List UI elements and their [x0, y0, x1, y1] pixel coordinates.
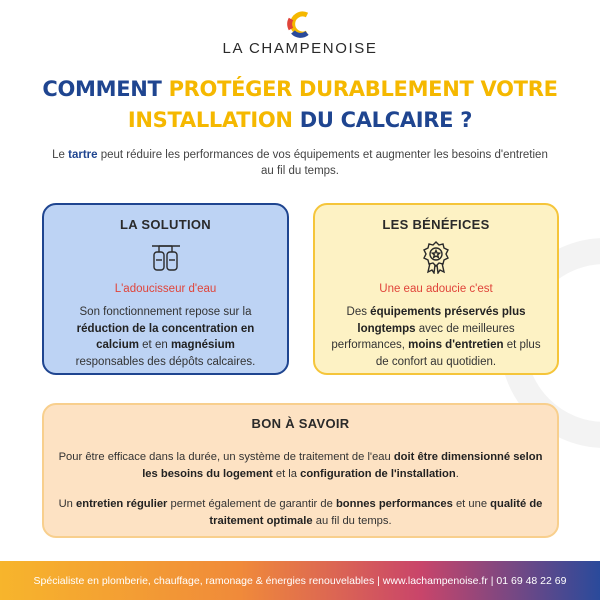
solution-text-3: responsables des dépôts calcaires.: [75, 355, 256, 368]
tip-p1-text-3: .: [455, 467, 459, 480]
solution-text: [66, 304, 266, 370]
benefits-text-3: et plus de confort au quotidien.: [375, 339, 541, 368]
benefits-bold-1: équipements préservés plus longtemps: [357, 306, 526, 335]
tip-p2-text-1: Un: [58, 498, 77, 510]
solution-bold-2: magnésium: [170, 339, 235, 351]
intro-highlight: tartre: [68, 149, 98, 161]
c-logo-icon: [285, 10, 315, 38]
benefits-text-2: avec de meilleures performances,: [331, 322, 515, 351]
tip-paragraph-2: [56, 496, 546, 529]
tip-p2-text-3: et une: [452, 498, 491, 510]
benefits-title: LES BÉNÉFICES: [382, 217, 490, 232]
tip-card: [42, 403, 559, 538]
page-title: [0, 74, 600, 136]
tip-p1-bold-1: doit être dimensionné selon les besoins du logement: [142, 451, 543, 480]
footer-text: Spécialiste en plomberie, chauffage, ramonage & énergies renouvelables | www.lachampenoise.fr | 01 69 48 22 69: [33, 574, 567, 587]
solution-title: LA SOLUTION: [120, 217, 211, 232]
brand-header: [0, 10, 600, 57]
intro-before: Le: [52, 149, 69, 161]
tip-p2-bold-3: qualité de traitement optimale: [209, 498, 543, 527]
footer-bar: [0, 561, 600, 600]
solution-text-1: Son fonctionnement repose sur la: [79, 306, 252, 318]
title-part-2: PROTÉGER DURABLEMENT VOTRE: [168, 77, 558, 101]
tip-p1-text-2: et la: [272, 467, 301, 480]
benefits-text: [331, 304, 541, 370]
title-part-3: INSTALLATION: [127, 108, 293, 132]
tip-p1-text-1: Pour être efficace dans la durée, un système de traitement de l'eau: [58, 451, 394, 463]
tip-p2-bold-2: bonnes performances: [335, 498, 453, 510]
tip-p2-text-2: permet également de garantir de: [167, 498, 336, 510]
title-part-4: DU CALCAIRE ?: [299, 108, 473, 132]
benefits-subtitle: Une eau adoucie c'est: [379, 283, 493, 295]
intro-after: peut réduire les performances de vos équipements et augmenter les besoins d'entretien au fil du temps.: [97, 149, 548, 177]
solution-subtitle: L'adoucisseur d'eau: [114, 283, 217, 295]
benefits-card: [313, 203, 559, 375]
water-softener-icon: [149, 240, 183, 274]
tip-p1-bold-2: configuration de l'installation: [300, 467, 456, 480]
tip-paragraph-1: [56, 449, 546, 482]
brand-name: LA CHAMPENOISE: [222, 40, 378, 57]
tip-p2-text-4: au fil du temps.: [312, 514, 392, 527]
intro-text: [50, 147, 550, 179]
benefits-text-1: Des: [346, 306, 371, 318]
tip-title: BON À SAVOIR: [251, 416, 350, 431]
quality-badge-icon: [419, 240, 453, 274]
solution-bold-1: réduction de la concentration en calcium: [76, 322, 255, 351]
solution-card: [42, 203, 289, 375]
tip-p2-bold-1: entretien régulier: [76, 498, 168, 510]
title-part-1: COMMENT: [42, 77, 162, 101]
benefits-bold-2: moins d'entretien: [408, 339, 504, 351]
solution-text-2: et en: [138, 339, 171, 351]
